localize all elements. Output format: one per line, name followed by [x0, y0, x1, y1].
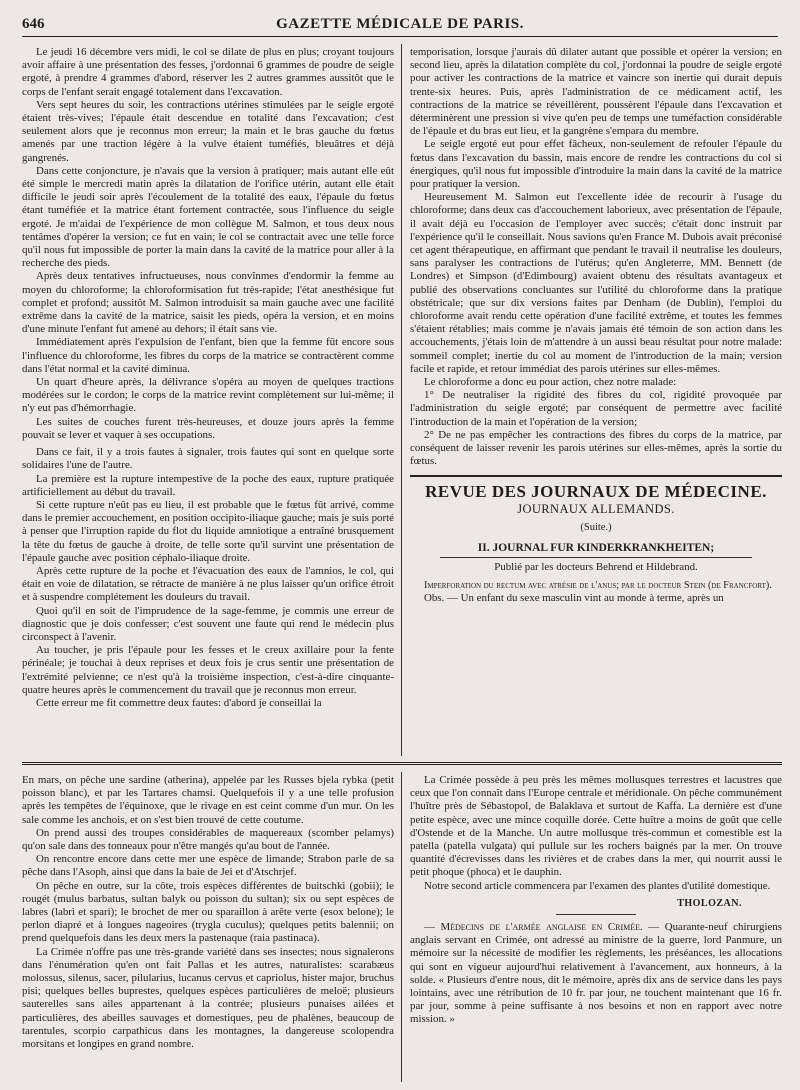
paragraph: Quoi qu'il en soit de l'imprudence de la sage-femme, je commis une erreur de diagnostic que je dois confesser; c'est souvent une faute qui rend le médecin plus circonspect à l'avenir.: [22, 604, 394, 643]
section-suite: (Suite.): [580, 521, 612, 533]
paragraph: Cette erreur me fit commettre deux fautes: d'abord je conseillai la: [36, 696, 322, 709]
paragraph: Dans ce fait, il y a trois fautes à signaler, trois fautes qui sont en quelque sorte solidaires l'une de l'autre.: [22, 446, 394, 472]
paragraph: La Crimée n'offre pas une très-grande variété dans ses insectes; nous signalerons dans l'énumération qu'en ont fait Pallas et les autres, naturalistes: scarabæus molossus, silenus, sacer, pilularius, lucanus cervus et capriolus, hister major, bruchus pisi; quelques belles buprestes, quelques espèces particulières de meloë; plusieurs sauterelles sans ailes appartenant à la contrée; plusieurs punaises ailées et particulières, des abeilles sauvages et domestiques, peu de phalènes, beaucoup de tarentules, scorpio carpathicus dans les montagnes, la dangereuse scolopendra morsitans et longipes en grand nombre.: [22, 945, 394, 1051]
column-bottom-right: [410, 774, 782, 1080]
column-divider: [401, 44, 402, 756]
paragraph: Un quart d'heure après, la délivrance s'opéra au moyen de quelques tractions modérées sur le cordon; le corps de la matrice revint complètement sur lui-même; il n'y eut pas d'hémorrhagie.: [22, 376, 394, 415]
paragraph: La première est la rupture intempestive de la poche des eaux, rupture pratiquée artificiellement au début du travail.: [22, 472, 394, 498]
paragraph: 1° De neutraliser la rigidité des fibres du col, rigidité provoquée par l'administration du seigle ergoté; par conséquent de permettre avec facilité l'introduction de la main et l'opération de la version;: [410, 389, 782, 428]
paragraph: Si cette rupture n'eût pas eu lieu, il est probable que le fœtus fût arrivé, comme dans le premier accouchement, en position occipito-iliaque gauche; mais je suis porté à penser que l'irruption rapide du flot du liquide amniotique a entraîné brusquement la tête du fœtus de gauche à droite, de telle sorte qu'il survint une présentation de l'épaule gauche avec position céphalo-iliaque droite.: [22, 498, 394, 564]
author-signature: THOLOZAN.: [677, 897, 742, 909]
paragraph: Obs. — Un enfant du sexe masculin vint au monde à terme, après un: [424, 591, 724, 604]
paragraph: La Crimée possède à peu près les mêmes mollusques terrestres et lacustres que ceux que l'on connaît dans l'Europe centrale et méridionale. On pêche communément l'huître près de Sébastopol, de Balaklava et surtout de Kaffa. La dernière est d'une petite espèce, avec une mince coquille dorée. Cette huître a moins de goût que celle d'Ostende et de la Manche. Un autre mollusque très-commun et comestible est la patella (patella vulgata) qui pullule sur les rochers baignés par la mer. On trouve quantité d'écrevisses dans les rivières et de crabes dans la mer, qui nourrit aussi le petit phoque (phoca) et le dauphin.: [410, 774, 782, 879]
paragraph: Le seigle ergoté eut pour effet fâcheux, non-seulement de refouler l'épaule du fœtus dans l'excavation du bassin, mais encore de rendre les contractions du col si énergiques, qu'il nous fut impossible d'introduire la main dans la cavité de la matrice pour pratiquer la version.: [410, 138, 782, 191]
paragraph: Le jeudi 16 décembre vers midi, le col se dilate de plus en plus; croyant toujours avoir affaire à une présentation des fesses, j'ordonnai 6 grammes de poudre de seigle ergoté, à prendre 4 grammes d'abord, réserver les 2 autres grammes aussitôt que le corps de l'enfant serait engagé totalement dans l'excavation.: [22, 46, 394, 98]
paragraph: Après cette rupture de la poche et l'évacuation des eaux de l'amnios, le col, qui était en voie de dilatation, se rétracte de manière à ne plus laisser qu'un orifice étroit et à suspendre complétement les douleurs du travail.: [22, 564, 394, 604]
paragraph: temporisation, lorsque j'aurais dû dilater autant que possible et opérer la version; en second lieu, après la dilatation complète du col, j'ordonnai la poudre de seigle ergoté pour activer les contractions de la matrice et vaincre son inertie qui durait depuis trente-six heures. Puis, après l'administration de ce médicament actif, les contractions de la matrice se réveillèrent, poussèrent l'épaule dans l'excavation et déterminèrent une pression si vive qu'en peu de temps une tuméfaction considérable de l'épaule et du bras eut lieu, et la gangrène s'empara du membre.: [410, 46, 782, 138]
paragraph: On rencontre encore dans cette mer une espèce de limande; Strabon parle de sa pêche dans l'Asoph, ainsi que dans la baie de Jei et d'Atschrjef.: [22, 853, 394, 879]
paragraph: Au toucher, je pris l'épaule pour les fesses et le creux axillaire pour la fente périnéale; je touchai à deux reprises et deux fois je crus sentir une présentation de l'extrémité pelvienne; ce n'est qu'à la troisième inspection, c'est-à-dire cinquante-quatre heures après le commencement du travail que je reconnus mon erreur.: [22, 644, 394, 696]
column-top-left: [22, 46, 394, 754]
journal-heading: II. JOURNAL FUR KINDERKRANKHEITEN;: [440, 542, 752, 558]
page-number: 646: [22, 16, 45, 32]
paragraph: Vers sept heures du soir, les contractions utérines stimulées par le seigle ergoté étaient très-vives; l'épaule était descendue en totalité dans l'excavation; c'est seulement alors que je reconnus mon erreur; la main et le bras gauche du fœtus amenés par une traction légère à la vulve étaient tuméfiés, bleuâtres et déjà gangrenés.: [22, 98, 394, 164]
paragraph: 2° De ne pas empêcher les contractions des fibres du corps de la matrice, par conséquent de laisser revenir les parois utérines sur elles-mêmes, après la sortie du fœtus.: [410, 428, 782, 468]
paragraph: Dans cette conjoncture, je n'avais que la version à pratiquer; mais autant elle eût été simple le mercredi matin après la dilatation de l'orifice utérin, autant elle était difficile le jeudi soir après l'écoulement de la totalité des eaux, l'épaule du fœtus étant tuméfiée et la matrice étant fortement contractée, sous l'influence du seigle ergoté. Je m'aidai de l'expérience de mon collègue M. Salmon, et tous deux nous tentâmes d'opérer la version; ce fut en vain; le col se contractait avec une telle force qu'il nous fut impossible de porter la main dans la cavité de la matrice pour aller à la recherche des pieds.: [22, 164, 394, 270]
paragraph: Les suites de couches furent très-heureuses, et douze jours après la femme pouvait se lever et vaquer à ses occupations.: [22, 415, 394, 441]
section-divider: [22, 762, 782, 765]
section-rule: [410, 475, 782, 477]
news-heading: — Médecins de l'armée anglaise en Crimée.: [424, 921, 643, 934]
journal-publishers: Publié par les docteurs Behrend et Hildebrand.: [494, 561, 698, 574]
news-item: [410, 921, 782, 1027]
paragraph: Après deux tentatives infructueuses, nous convînmes d'endormir la femme au moyen du chloroforme; la chloroformisation fut très-rapide; l'état anesthésique fut complet et profond; aussitôt M. Salmon introduisit sa main gauche avec une facilité extrême dans la cavité de la matrice, saisit les pieds, opéra la version, et en moins d'une minute l'enfant fut amené au dehors; il était sans vie.: [22, 270, 394, 336]
section-title: REVUE DES JOURNAUX DE MÉDECINE.: [425, 481, 767, 501]
article-title: Imperforation du rectum avec atrésie de l'anus; par le docteur Stein (de Francfort).: [424, 579, 772, 591]
paragraph: On prend aussi des troupes considérables de maquereaux (scomber pelamys) qu'on sale dans des tonneaux pour n'être mangés qu'au bout de l'année.: [22, 826, 394, 853]
paragraph: On pêche en outre, sur la côte, trois espèces différentes de buitschki (gobii); le rougét (mulus barbatus, sultan balyk ou poisson du sultan); six ou sept espèces de labres (labri et spari); le brochet de mer ou sparaillon à arête verte (esox belone); le perlon diapré et à longues nageoires (trygla cuculus); quelques petits balennii; on prend quelquefois dans les deux mers la pastenaque (raia pastinaca).: [22, 879, 394, 945]
paragraph: Heureusement M. Salmon eut l'excellente idée de recourir à l'usage du chloroforme; dans deux cas d'accouchement laborieux, avec présentation de l'épaule, il avait déjà eu l'occasion de l'employer avec succès; c'était donc instruit par l'expérience qu'il le conseillait. Nous savions qu'en France M. Dubois avait préconisé cet agent thérapeutique, en affirmant que pendant le travail il neutralise les douleurs, sans paralyser les contractions de l'utérus; qu'en Angleterre, MM. Bennett (de Londres) et Simpson (d'Edimbourg) avaient obtenu des résultats avantageux et publié des observations concluantes sur l'utilité du chloroforme dans la pratique obstétricale; que sur dix versions faites par Denham (de Dublin), l'emploi du chloroforme avait rendu cette opération d'une facilité extrême, et toutes les femmes s'étaient rétablies; mais comme je n'avais jamais été témoin de son action dans les accouchements, j'étais loin de m'attendre à un aussi beau résultat pour notre malade: sommeil complet; inertie du col au moment de l'introduction de la main; version facile et rapide, et retour immédiat des parois utérines sur elles-mêmes.: [410, 191, 782, 375]
news-body: — Quarante-neuf chirurgiens anglais servant en Crimée, ont adressé au ministre de la guerre, lord Panmure, un mémoire sur la nécessité de modifier les règlements, les préséances, les allocations qui sont en vigueur aujourd'hui relativement à l'avancement, aux honneurs, à la solde. « Plusieurs d'entre nous, dit le mémoire, après dix ans de service dans les pays lointains, avec une rétribution de 10 fr. par jour, ne touchent maintenant que 16 fr. par jour, somme à peine suffisante à nos besoins et non en rapport avec notre mission. »: [410, 921, 782, 1026]
paragraph: En mars, on pêche une sardine (atherina), appelée par les Russes bjela rybka (petit poisson blanc), et par les Tartares chamsi. Quelquefois il y a une telle profusion après les tempêtes de l'équinoxe, que le rivage en est ceint comme d'un mur. On les sale comme les anchois, et on s'est bien trouvé de cette coutume.: [22, 774, 394, 826]
section-subtitle: JOURNAUX ALLEMANDS.: [517, 501, 675, 516]
column-bottom-left: [22, 774, 394, 1080]
column-top-right: [410, 46, 782, 754]
paragraph: Le chloroforme a donc eu pour action, chez notre malade:: [424, 376, 677, 389]
paragraph: Notre second article commencera par l'examen des plantes d'utilité domestique.: [424, 879, 771, 892]
page-header: [22, 14, 778, 37]
journal-title: GAZETTE MÉDICALE DE PARIS.: [276, 16, 524, 32]
column-divider: [401, 772, 402, 1082]
paragraph: Immédiatement après l'expulsion de l'enfant, bien que la femme fût encore sous l'influence du chloroforme, les fibres du corps de la matrice se contractèrent comme dans l'état normal et la cavité diminua.: [22, 336, 394, 375]
short-divider: [556, 914, 636, 915]
